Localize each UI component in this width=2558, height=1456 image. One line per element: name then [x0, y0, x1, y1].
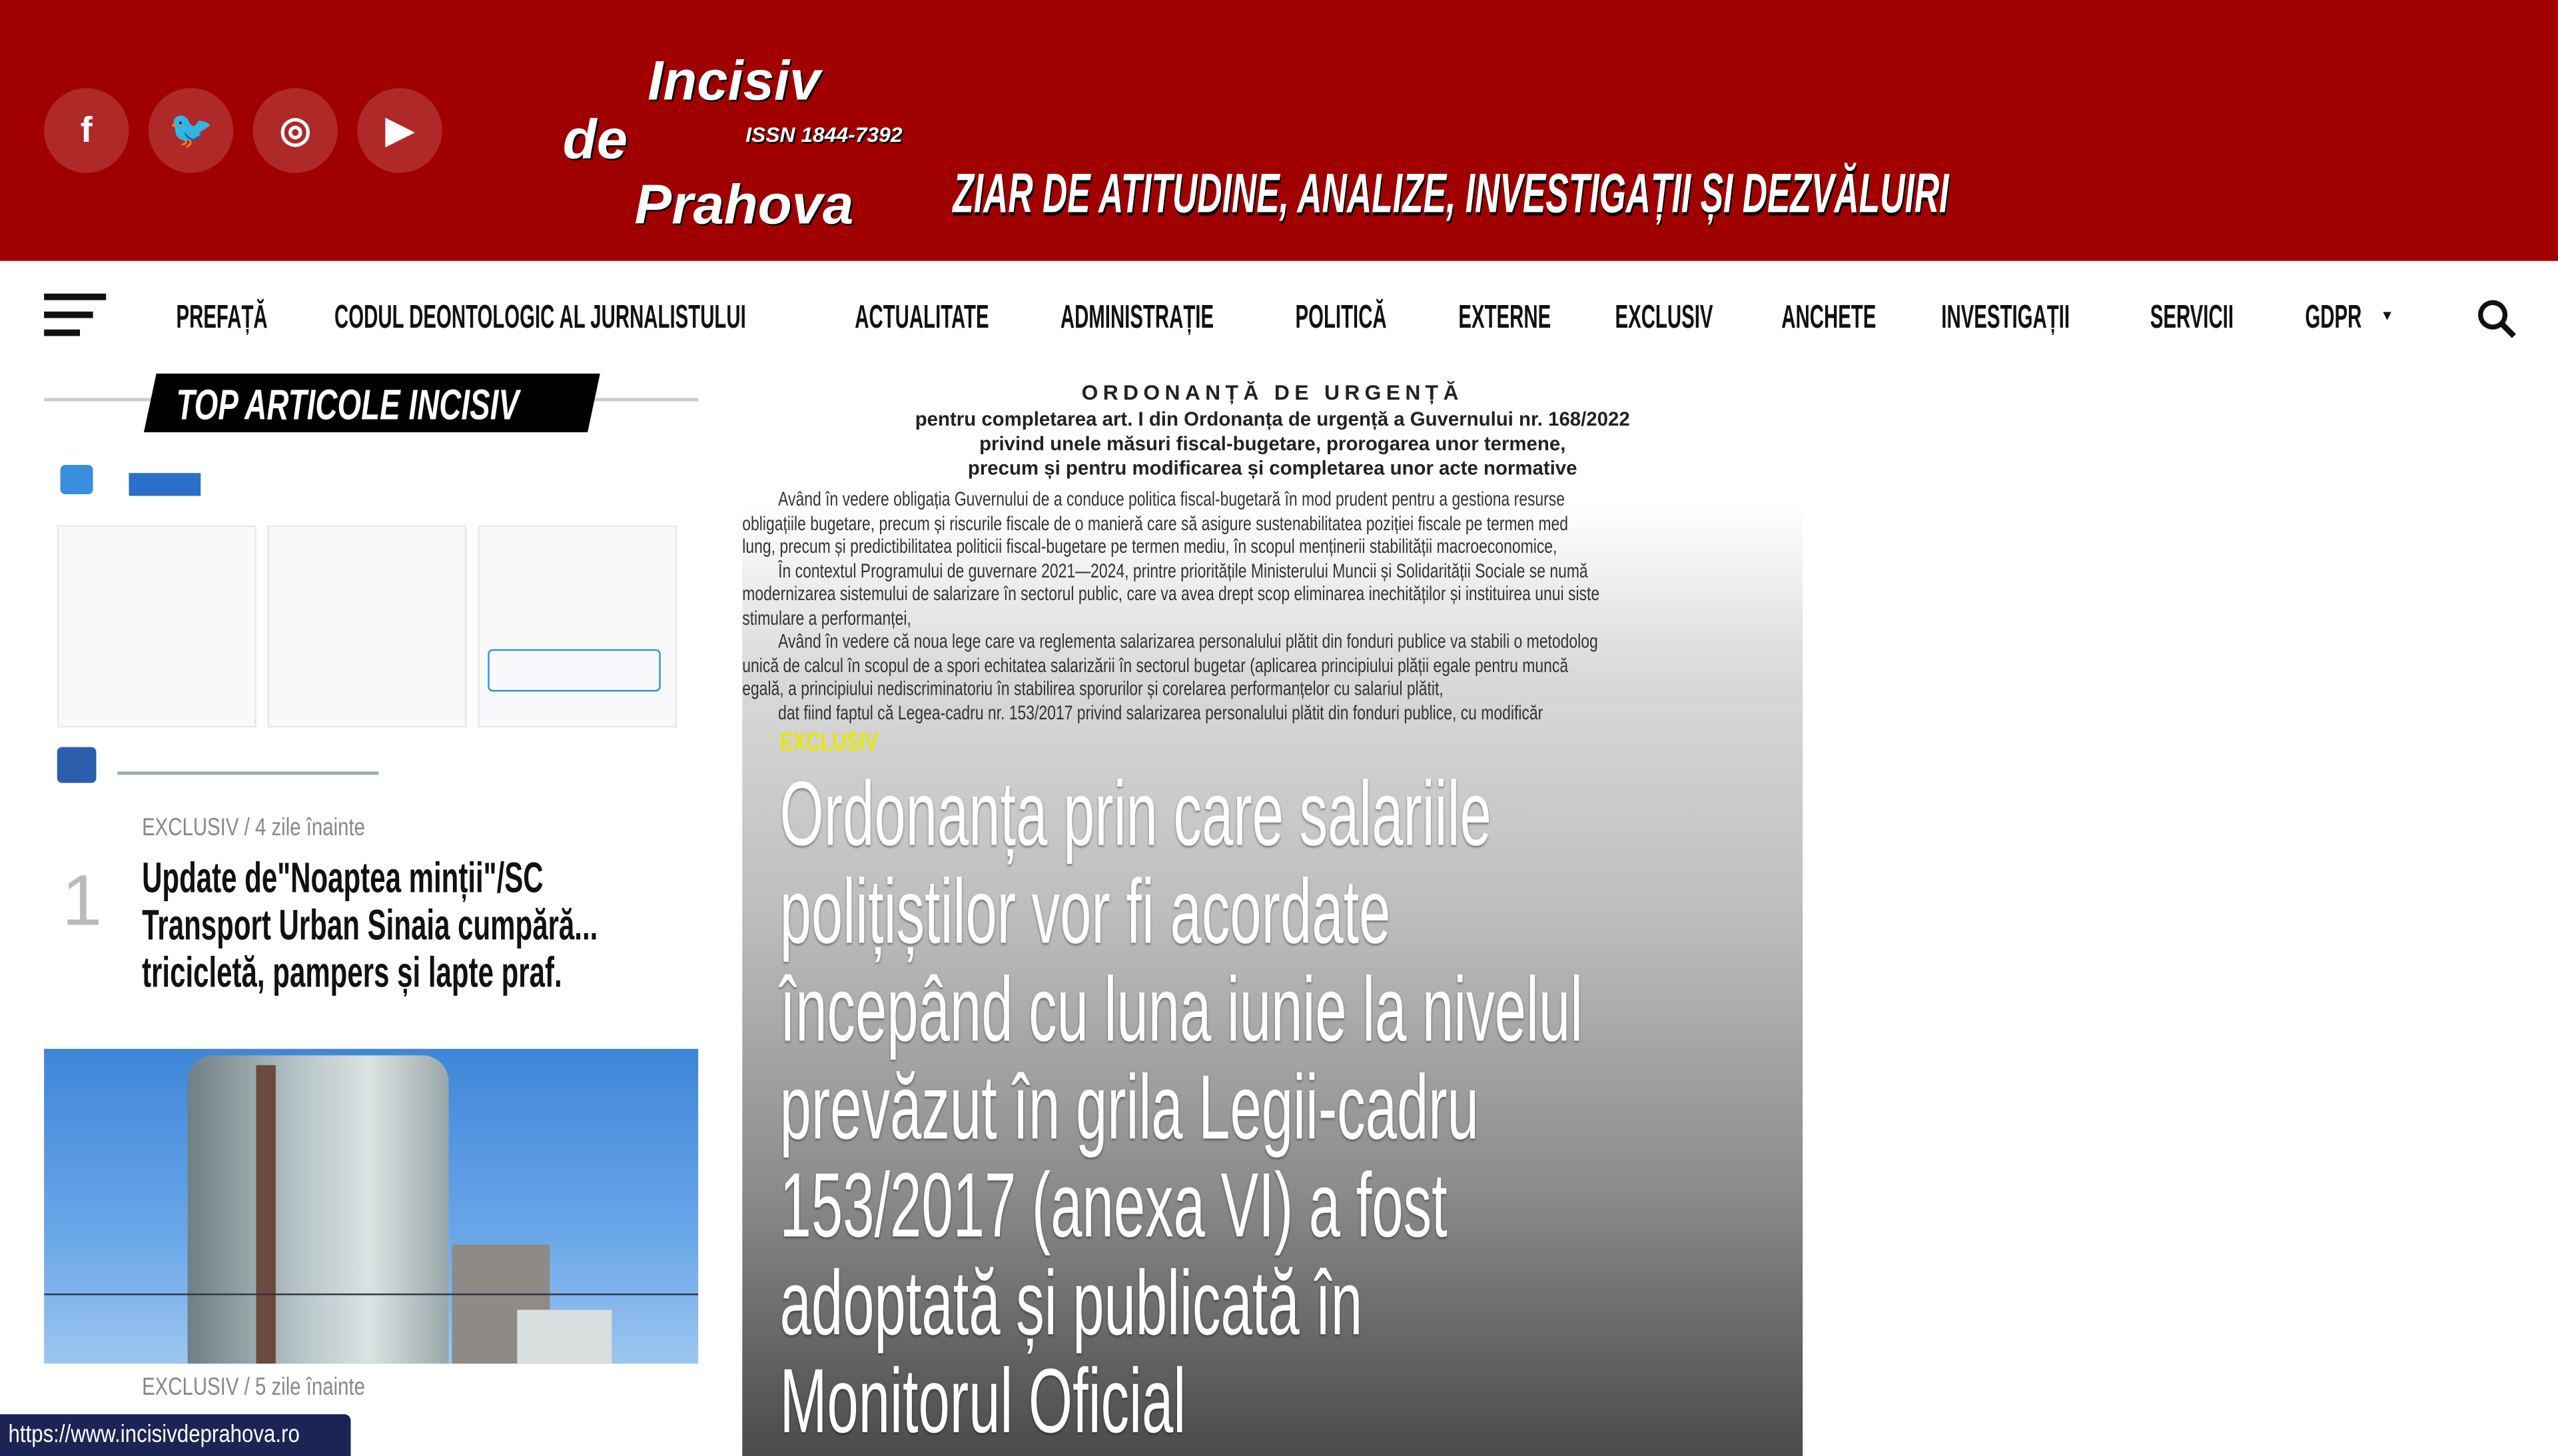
- nav-item[interactable]: EXCLUSIV: [1615, 300, 1713, 336]
- hamburger-menu-icon[interactable]: [44, 294, 109, 342]
- article-thumbnail[interactable]: [44, 457, 698, 791]
- nav-item[interactable]: EXTERNE: [1458, 300, 1551, 336]
- featured-title-line: Ordonanța prin care salariile: [779, 761, 1492, 865]
- logo-prahova: Prahova: [634, 175, 854, 237]
- doc-text-line: obligațiile bugetare, precum și riscurile fiscale de o manieră care să asigure sustenabilitatea poziției fiscale pe termen med: [742, 511, 1569, 535]
- featured-title-line: adoptată și publicată în: [779, 1251, 1363, 1354]
- featured-title-line: polițiștilor vor fi acordate: [779, 859, 1391, 962]
- article-time: 4 zile înainte: [254, 814, 365, 842]
- top-articles-heading: TOP ARTICOLE INCISIV: [176, 380, 520, 430]
- nav-item[interactable]: SERVICII: [2150, 300, 2234, 336]
- doc-subtitle: privind unele măsuri fiscal-bugetare, prorogarea unor termene,: [979, 432, 1566, 456]
- doc-text-line: unică de calcul în scopul de a spori echitatea salarizării în sectorul bugetar (aplicarea principiului plății egale pentru muncă: [742, 653, 1569, 677]
- doc-subtitle: precum și pentru modificarea și completarea unor acte normative: [967, 456, 1577, 480]
- article-time: 5 zile înainte: [254, 1373, 365, 1401]
- article-meta: EXCLUSIV / 5 zile înainte: [142, 1373, 365, 1401]
- featured-article[interactable]: [742, 374, 1803, 1456]
- youtube-icon[interactable]: [357, 88, 442, 173]
- featured-title-line: 153/2017 (anexa VI) a fost: [779, 1153, 1448, 1256]
- doc-text-line: Având în vedere obligația Guvernului de a conduce politica fiscal-bugetară în mod prudent pentru a gestiona resurse: [778, 488, 1565, 511]
- site-logo[interactable]: [563, 29, 938, 241]
- doc-text-line: dat fiind faptul că Legea-cadru nr. 153/2017 privind salarizarea personalului plătit din fonduri publice, cu modificăr: [778, 700, 1543, 724]
- logo-incisiv: Incisiv: [647, 50, 821, 113]
- nav-item[interactable]: ANCHETE: [1781, 300, 1877, 336]
- twitter-icon-glyph: 🐦: [168, 109, 214, 151]
- doc-text-line: stimulare a performanței,: [742, 605, 911, 629]
- article-rank: 1: [62, 861, 103, 942]
- doc-title: ORDONANȚĂ DE URGENȚĂ: [1081, 380, 1464, 405]
- category-link[interactable]: EXCLUSIV: [142, 814, 239, 842]
- category-link[interactable]: EXCLUSIV: [142, 1373, 239, 1401]
- facebook-icon[interactable]: [44, 88, 129, 173]
- featured-title[interactable]: [779, 761, 1803, 1452]
- article-title-link[interactable]: Update de"Noaptea minții"/SC Transport Urban Sinaia cumpără... tricicletă, pampers și lapte praf.: [142, 853, 598, 997]
- doc-text-line: lung, precum și predictibilitatea politicii fiscal-bugetare pe termen mediu, în scopul menținerii stabilității macroeconomice,: [742, 535, 1557, 558]
- status-bar-url: https://www.incisivdeprahova.ro: [0, 1414, 351, 1456]
- youtube-icon-glyph: ▶: [386, 109, 414, 151]
- doc-text-line: egală, a principiului nediscriminatoriu în stabilirea sporurilor și corelarea performanțelor cu salariul plătit,: [742, 677, 1444, 700]
- featured-category[interactable]: EXCLUSIV: [779, 729, 878, 757]
- nav-item[interactable]: PREFAȚĂ: [176, 300, 268, 336]
- search-icon[interactable]: [2477, 298, 2519, 341]
- featured-title-line: Monitorul Oficial: [779, 1349, 1186, 1452]
- nav-item[interactable]: INVESTIGAȚII: [1941, 300, 2070, 336]
- site-tagline: ZIAR DE ATITUDINE, ANALIZE, INVESTIGAȚII ȘI DEZVĂLUIRI: [953, 163, 1949, 225]
- featured-title-line: prevăzut în grila Legii-cadru: [779, 1055, 1479, 1158]
- twitter-icon[interactable]: [149, 88, 233, 173]
- instagram-icon[interactable]: [253, 88, 338, 173]
- facebook-icon-glyph: f: [80, 109, 93, 151]
- article-meta: EXCLUSIV / 4 zile înainte: [142, 814, 365, 842]
- doc-text-line: În contextul Programului de guvernare 2021—2024, printre prioritățile Ministerului Muncii și Solidarității Sociale se numă: [778, 558, 1588, 582]
- doc-text-line: modernizarea sistemului de salarizare în sectorul public, care va avea drept scop eliminarea inechităților și instituirea unui siste: [742, 582, 1600, 605]
- logo-de: de: [562, 109, 628, 172]
- logo-issn: ISSN 1844-7392: [745, 122, 903, 147]
- featured-title-line: începând cu luna iunie la nivelul: [779, 957, 1583, 1060]
- instagram-icon-glyph: ◎: [279, 109, 311, 151]
- nav-item[interactable]: CODUL DEONTOLOGIC AL JURNALISTULUI: [334, 300, 746, 336]
- nav-item[interactable]: GDPR ▾: [2305, 300, 2391, 336]
- doc-text-line: Având în vedere că noua lege care va reglementa salarizarea personalului plătit din fonduri publice va stabili o metodolog: [778, 629, 1598, 653]
- nav-item[interactable]: POLITICĂ: [1295, 300, 1387, 336]
- nav-item[interactable]: ADMINISTRAȚIE: [1060, 300, 1214, 336]
- doc-subtitle: pentru completarea art. I din Ordonanța de urgență a Guvernului nr. 168/2022: [915, 408, 1630, 431]
- article-image[interactable]: [44, 1049, 698, 1364]
- chevron-down-icon: ▾: [2383, 306, 2391, 323]
- nav-item[interactable]: ACTUALITATE: [855, 300, 989, 336]
